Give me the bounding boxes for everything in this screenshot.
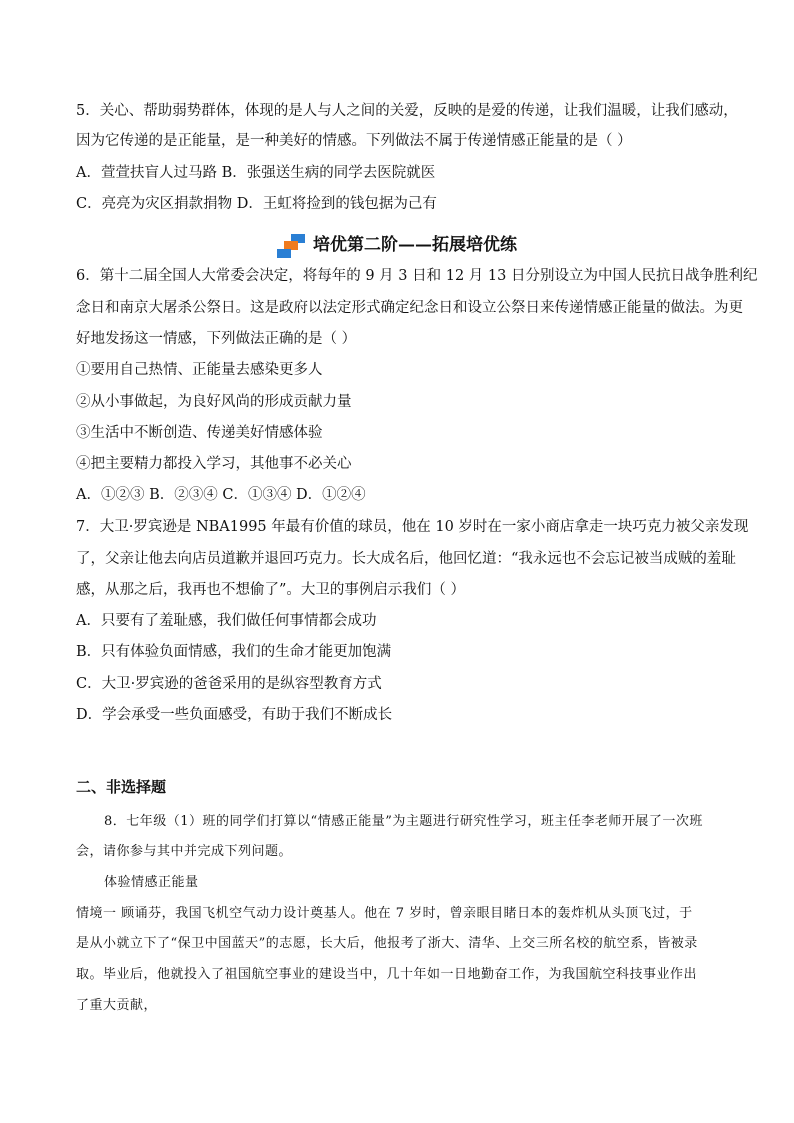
q8-context-line-2: 是从小就立下了“保卫中国蓝天”的志愿，长大后，他报考了浙大、清华、上交三所名校的航空系，皆被录 <box>76 936 698 951</box>
q7-option-c: C．大卫·罗宾逊的爸爸采用的是纵容型教育方式 <box>76 676 382 692</box>
q5-options-cd: C．亮亮为灾区捐款捐物 D．王虹将捡到的钱包据为己有 <box>76 196 437 212</box>
q8-context-line-4: 了重大贡献， <box>76 998 158 1013</box>
part-two-heading: 二、非选择题 <box>76 778 167 796</box>
q6-options: A．①②③ B．②③④ C．①③④ D．①②④ <box>76 487 366 503</box>
q8-context-line-3: 取。毕业后，他就投入了祖国航空事业的建设当中，几十年如一日地勤奋工作，为我国航空科技事业作出 <box>76 967 698 982</box>
q5-stem-line-1: 5．关心、帮助弱势群体，体现的是人与人之间的关爱，反映的是爱的传递，让我们温暖，让我们感动， <box>76 103 738 119</box>
q7-option-b: B．只有体验负面情感，我们的生命才能更加饱满 <box>76 644 392 660</box>
q5-options-ab: A．萱萱扶盲人过马路 B．张强送生病的同学去医院就医 <box>76 165 436 181</box>
section-title-text: 培优第二阶——拓展培优练 <box>313 235 517 255</box>
q5-stem-line-2: 因为它传递的是正能量，是一种美好的情感。下列做法不属于传递情感正能量的是（ ） <box>76 133 632 149</box>
q8-stem-line-2: 会，请你参与其中并完成下列问题。 <box>76 844 293 859</box>
q7-option-a: A．只要有了羞耻感，我们做任何事情都会成功 <box>76 613 377 629</box>
q6-item-2: ②从小事做起，为良好风尚的形成贡献力量 <box>76 394 352 410</box>
q6-stem-line-3: 好地发扬这一情感，下列做法正确的是（ ） <box>76 331 357 347</box>
q7-stem-line-2: 了，父亲让他去向店员道歉并退回巧克力。长大成名后，他回忆道：“我永远也不会忘记被当成贼的羞耻 <box>76 551 736 567</box>
q6-item-3: ③生活中不断创造、传递美好情感体验 <box>76 425 323 441</box>
q8-stem-line-1: 8．七年级（1）班的同学们打算以“情感正能量”为主题进行研究性学习，班主任李老师开展了一次班 <box>104 814 703 829</box>
q6-stem-line-2: 念日和南京大屠杀公祭日。这是政府以法定形式确定纪念日和设立公祭日来传递情感正能量的做法。为更 <box>76 300 743 316</box>
q6-item-1: ①要用自己热情、正能量去感染更多人 <box>76 362 323 378</box>
q8-context-line-1: 情境一 顾诵芬，我国飞机空气动力设计奠基人。他在 7 岁时，曾亲眼目睹日本的轰炸机从头顶飞过，于 <box>76 906 693 921</box>
q7-option-d: D．学会承受一些负面感受，有助于我们不断成长 <box>76 707 393 723</box>
q7-stem-line-1: 7．大卫·罗宾逊是 NBA1995 年最有价值的球员，他在 10 岁时在一家小商店拿走一块巧克力被父亲发现 <box>76 519 749 535</box>
section-title <box>0 233 794 258</box>
section-logo-icon <box>277 234 307 258</box>
q8-subheading: 体验情感正能量 <box>104 875 199 890</box>
q6-item-4: ④把主要精力都投入学习，其他事不必关心 <box>76 456 352 472</box>
q7-stem-line-3: 感，从那之后，我再也不想偷了”。大卫的事例启示我们（ ） <box>76 582 466 598</box>
q6-stem-line-1: 6．第十二届全国人大常委会决定，将每年的 9 月 3 日和 12 月 13 日分别设立为中国人民抗日战争胜利纪 <box>76 268 758 284</box>
